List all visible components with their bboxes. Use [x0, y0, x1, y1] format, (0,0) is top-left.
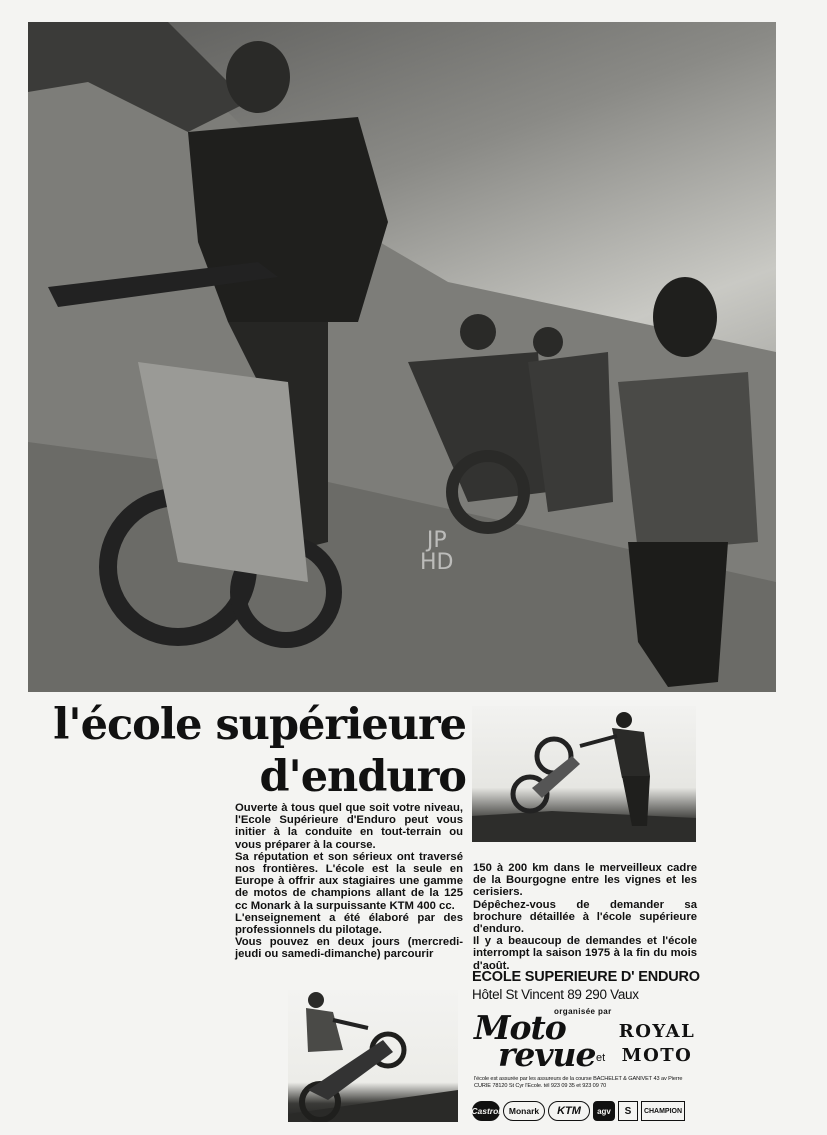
paragraph: Dépêchez-vous de demander sa brochure détaillée à l'école supérieure d'enduro. [473, 898, 697, 936]
wheelie-photo [288, 990, 458, 1122]
watermark [420, 530, 453, 574]
headline-line1: l'école supérieure [53, 700, 466, 750]
school-name: ECOLE SUPERIEURE D' ENDURO [472, 969, 700, 985]
castrol-logo: Castrol [472, 1101, 500, 1121]
hero-photo [28, 22, 776, 692]
paragraph: Ouverte à tous quel que soit votre niveau, l'Ecole Supérieure d'Enduro peut vous initier à la conduite en tout-terrain ou vous préparer à la course. [235, 802, 463, 851]
insurer-note: l'école est assurée par les assureurs de la course BACHELET & GANIVET 43 av Pierre CURIE 78120 St Cyr l'Ecole. tél 923 09 35 et 923 09 70 [474, 1076, 683, 1089]
paragraph: 150 à 200 km dans le merveilleux cadre de la Bourgogne entre les vignes et les cerisiers. [473, 862, 697, 899]
paragraph: Vous pouvez en deux jours (mercredi-jeudi ou samedi-dimanche) parcourir [235, 936, 463, 961]
body-text-left [235, 802, 463, 961]
moto-word: MOTO [621, 1045, 693, 1066]
watermark-line2: HD [420, 550, 454, 575]
paragraph: Sa réputation et son sérieux ont traversé nos frontières. L'école est la seule en Europe à offrir aux stagiaires une gamme de motos de champions allant de la 125 cc Monark à la surpuissante KTM 400 cc. [235, 850, 463, 912]
et-label: et [596, 1052, 606, 1064]
moto-revue-word1: Moto [474, 1008, 566, 1047]
monark-logo: Monark [503, 1101, 545, 1121]
champion-logo: CHAMPION [641, 1101, 685, 1121]
paragraph: Il y a beaucoup de demandes et l'école interrompt la saison 1975 à la fin du mois d'août. [473, 935, 697, 972]
sponsor-logos [472, 1098, 698, 1124]
instructor-photo [472, 706, 696, 842]
paragraph: L'enseignement a été élaboré par des professionnels du pilotage. [235, 911, 463, 937]
royal-moto-logo [617, 1020, 697, 1068]
organised-by-label: organisée par [554, 1007, 612, 1016]
moto-revue-word2: revue [498, 1035, 596, 1074]
school-address: Hôtel St Vincent 89 290 Vaux [472, 987, 639, 1002]
sachs-logo: S [618, 1101, 638, 1121]
ktm-logo: KTM [548, 1101, 590, 1121]
watermark-line1: JP [426, 528, 447, 553]
body-text-right [473, 862, 697, 972]
royal-word: ROYAL [618, 1021, 696, 1042]
headline-line2: d'enduro [259, 752, 466, 802]
agv-logo: agv [593, 1101, 615, 1121]
